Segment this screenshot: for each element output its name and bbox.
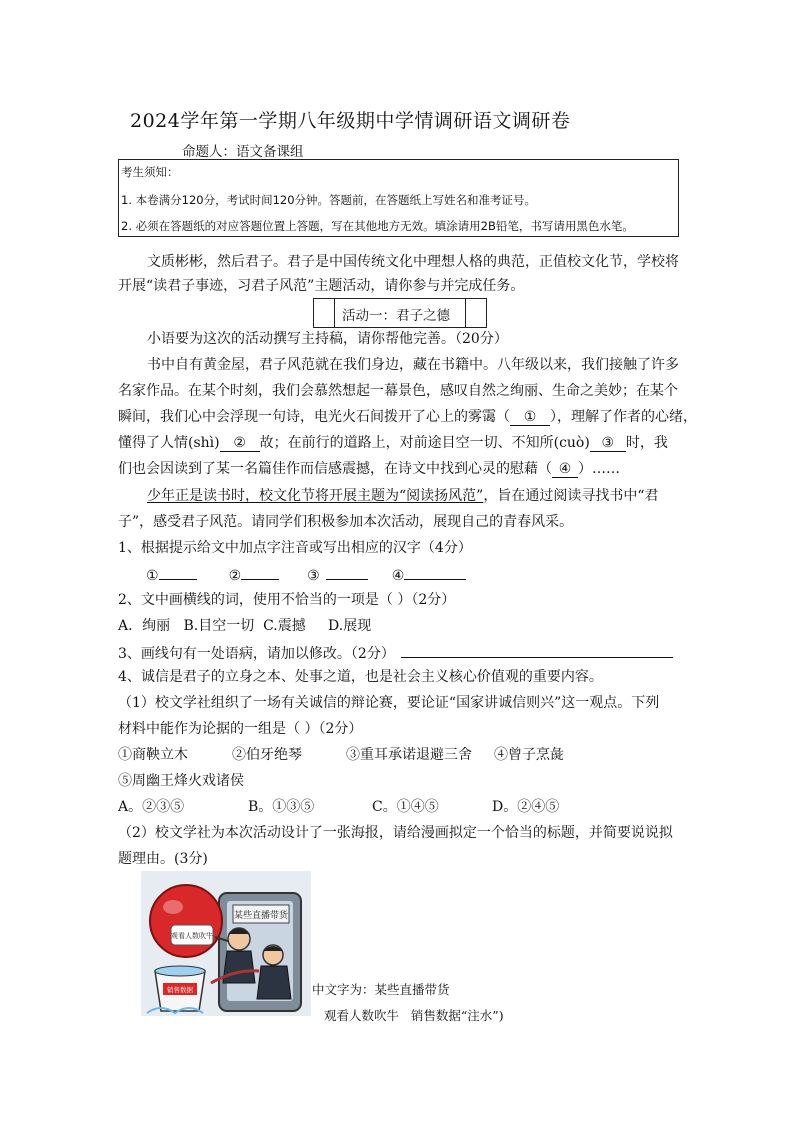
choices-row xyxy=(118,797,559,817)
intro-line: 文质彬彬，然后君子。君子是中国传统文化中理想人格的典范，正值校文化节，学校将 xyxy=(147,254,679,270)
answer-blank[interactable] xyxy=(404,563,466,580)
screen-label: 某些直播带货 xyxy=(233,911,289,921)
answer-blank[interactable] xyxy=(241,563,279,580)
activity-label: 活动一：君子之德 xyxy=(342,308,450,324)
notice-item: 2. 必须在答题纸的对应答题位置上答题，写在其他地方无效。填涂请用2B铅笔，书写请用黑色水笔。 xyxy=(121,219,634,233)
fill-blank[interactable]: ① xyxy=(510,409,550,426)
cartoon-illustration xyxy=(141,871,311,1016)
fill-blank[interactable]: ② xyxy=(220,435,260,452)
answer-blank[interactable] xyxy=(159,563,197,580)
cartoon-poster xyxy=(141,871,311,1016)
question-3: 3、画线句有一处语病，请加以修改。（2分） xyxy=(118,641,673,664)
exam-author: 命题人：语文备课组 xyxy=(182,144,304,160)
question-1: 1、根据提示给文中加点字注音或写出相应的汉字（4分） xyxy=(118,540,472,556)
answer-blank[interactable] xyxy=(326,563,368,580)
passage-line: 懂得了人情(shì) ② 故；在前行的道路上，对前途目空一切、不知所(cuò) ③ 时，我 xyxy=(118,435,668,451)
choice-c[interactable]: C。①④⑤ xyxy=(372,799,439,815)
cartoon-caption: 中文字为：某些直播带货 xyxy=(312,982,450,997)
intro-line: 开展“读君子事迹，习君子风范”主题活动，请你参与并完成任务。 xyxy=(118,278,525,294)
balloon-icon xyxy=(150,885,222,957)
exam-title: 2024学年第一学期八年级期中学情调研语文调研卷 xyxy=(130,110,571,132)
balloon-label: 观看人数吹牛 xyxy=(171,932,213,940)
notice-heading: 考生须知： xyxy=(121,165,179,179)
materials-row: ①商鞅立木 ②伯牙绝琴 ③重耳承诺退避三舍 ④曾子烹彘 xyxy=(118,747,564,763)
question-2: 2、文中画横线的词，使用不恰当的一项是（ ）（2分） xyxy=(118,592,456,608)
question-4-2: 题理由。(3分) xyxy=(118,851,208,867)
question-4: 4、诚信是君子的立身之本、处事之道，也是社会主义核心价值观的重要内容。 xyxy=(118,669,603,685)
answer-line[interactable] xyxy=(401,641,673,658)
passage-line: 书中自有黄金屋，君子风范就在我们身边，藏在书籍中。八年级以来，我们接触了许多 xyxy=(147,357,679,373)
candidate-notice-box xyxy=(118,159,679,237)
bucket-label: 销售数据 xyxy=(167,986,193,994)
question-4-1: （1）校文学社组织了一场有关诚信的辩论赛，要论证“国家讲诚信则兴”这一观点。下列 xyxy=(118,695,660,711)
fill-blank[interactable]: ③ xyxy=(590,435,626,452)
underlined-sentence: 少年正是读书时，校文化节将开展主题为“阅读扬风范” xyxy=(147,488,484,504)
notice-item: 1. 本卷满分120分，考试时间120分钟。答题前，在答题纸上写姓名和准考证号。 xyxy=(121,193,537,207)
passage-line: 子”，感受君子风范。请同学们积极参加本次活动，展现自己的青春风采。 xyxy=(118,514,574,530)
materials-row: ⑤周幽王烽火戏诸侯 xyxy=(118,773,244,789)
activity-task: 小语要为这次的活动撰写主持稿，请你帮他完善。（20分） xyxy=(147,331,508,347)
passage-line: 们也会因读到了某一名篇佳作而信感震撼，在诗文中找到心灵的慰藉（ ④ ）…… xyxy=(118,461,620,477)
choice-a[interactable]: A。②③⑤ xyxy=(118,799,185,815)
passage-line: 名家作品。在某个时刻，我们会慕然想起一幕景色，感叹自然之绚丽、生命之美妙；在某个 xyxy=(118,383,678,399)
question-2-options: A．绚丽 B.目空一切 C.震撼 D.展现 xyxy=(118,618,372,634)
fill-blank[interactable]: ④ xyxy=(552,461,578,478)
activity-heading-box xyxy=(313,298,487,328)
answer-blanks-row: ① ② ③ ④ xyxy=(146,563,466,586)
choice-b[interactable]: B。①③⑤ xyxy=(248,799,315,815)
choice-d[interactable]: D。②④⑤ xyxy=(492,799,560,815)
question-4-2: （2）校文学社为本次活动设计了一张海报，请给漫画拟定一个恰当的标题，并简要说说拟 xyxy=(118,825,673,841)
question-4-1: 材料中能作为论据的一组是（ ）（2分） xyxy=(118,721,363,737)
passage-line: 瞬间，我们心中会浮现一句诗，电光火石间拨开了心上的雾霭（ ① ），理解了作者的心绪， xyxy=(118,409,697,425)
cartoon-caption: 观看人数吹牛 销售数据“注水”) xyxy=(324,1008,504,1023)
passage-line: 少年正是读书时，校文化节将开展主题为“阅读扬风范”，旨在通过阅读寻找书中“君 xyxy=(147,488,659,504)
